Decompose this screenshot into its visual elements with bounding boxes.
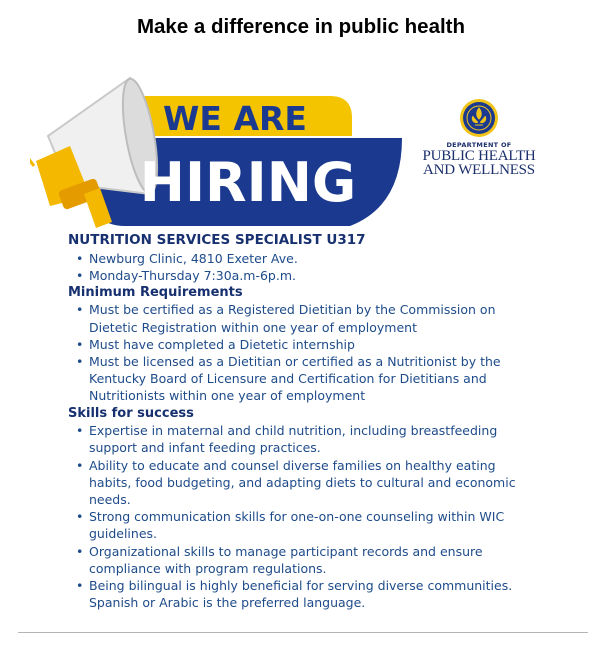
dept-name-line2: AND WELLNESS: [423, 162, 535, 178]
skills-list: [68, 422, 538, 611]
job-details-list: [68, 250, 538, 284]
department-logo: [418, 98, 540, 188]
skills-heading: Skills for success: [68, 405, 194, 421]
list-item: • Expertise in maternal and child nutrition, including breastfeeding support and infant feeding practices.: [89, 422, 538, 456]
job-title: NUTRITION SERVICES SPECIALIST U317: [68, 232, 366, 248]
page-headline: Make a difference in public health: [136, 15, 466, 38]
list-item: • Ability to educate and counsel diverse families on healthy eating habits, food budgeting, and adapting diets to cultural and economic needs.: [89, 457, 538, 509]
banner-line1: WE ARE: [163, 99, 307, 138]
list-item: • Must be certified as a Registered Dietitian by the Commission on Dietetic Registration within one year of employment: [89, 301, 538, 335]
dept-name-line1: PUBLIC HEALTH: [422, 148, 536, 164]
dept-label: DEPARTMENT OF: [446, 141, 512, 149]
requirements-list: [68, 301, 538, 404]
list-item: • Strong communication skills for one-on-one counseling within WIC guidelines.: [89, 508, 538, 542]
job-posting: [68, 232, 538, 611]
we-are-hiring-banner: [30, 66, 410, 231]
list-item: • Newburg Clinic, 4810 Exeter Ave.: [89, 250, 538, 267]
list-item: • Monday-Thursday 7:30a.m-6p.m.: [89, 267, 538, 284]
requirements-heading: Minimum Requirements: [68, 284, 243, 300]
list-item: • Must be licensed as a Dietitian or certified as a Nutritionist by the Kentucky Board of Licensure and Certification for Dietitians and Nutritionists within one year of employment: [89, 353, 538, 405]
banner-line2: HIRING: [139, 151, 357, 214]
list-item: • Organizational skills to manage participant records and ensure compliance with program regulations.: [89, 543, 538, 577]
list-item: • Must have completed a Dietetic internship: [89, 336, 538, 353]
list-item: • Being bilingual is highly beneficial for serving diverse communities. Spanish or Arabic is the preferred language.: [89, 577, 538, 611]
divider: [18, 632, 588, 633]
city-seal-icon: [459, 98, 499, 138]
